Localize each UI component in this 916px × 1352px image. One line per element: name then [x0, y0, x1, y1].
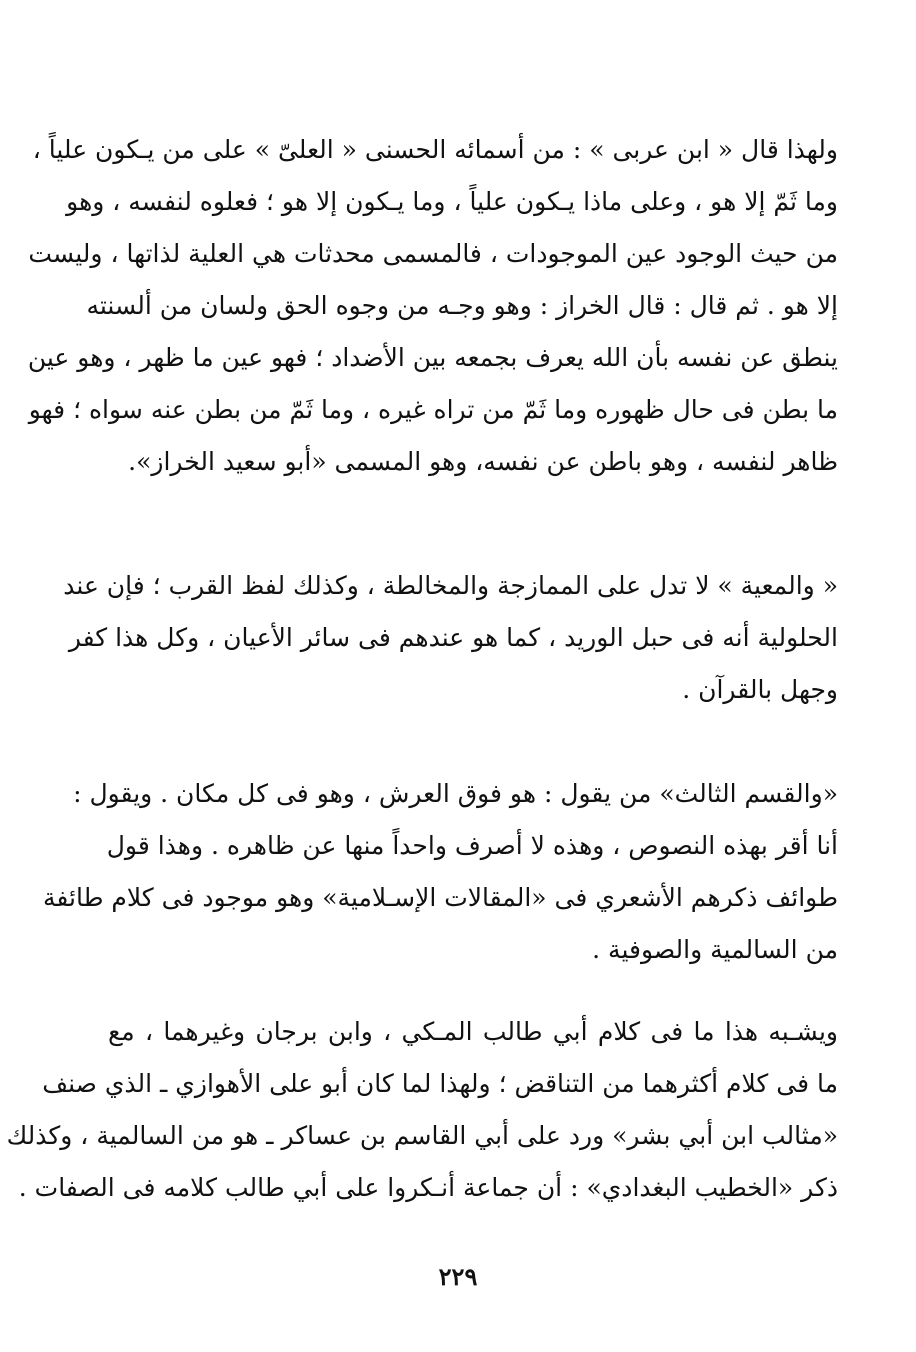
text-line: ظاهر لنفسه ، وهو باطن عن نفسه، وهو المسمى «أبو سعيد الخراز». [128, 447, 838, 476]
text-line: ينطق عن نفسه بأن الله يعرف بجمعه بين الأضداد ؛ فهو عين ما ظهر ، وهو عين [27, 343, 838, 372]
text-line: أنا أقر بهذه النصوص ، وهذه لا أصرف واحداً منها عن ظاهره . وهذا قول [106, 831, 838, 860]
paragraph-2 [63, 560, 838, 716]
text-line: طوائف ذكرهم الأشعري فى «المقالات الإسـلامية» وهو موجود فى كلام طائفة [42, 883, 838, 912]
text-line: «والقسم الثالث» من يقول : هو فوق العرش ، وهو فى كل مكان . ويقول : [73, 779, 838, 808]
text-line: الحلولية أنه فى حبل الوريد ، كما هو عندهم فى سائر الأعيان ، وكل هذا كفر [68, 623, 838, 652]
text-line: ما فى كلام أكثرهما من التناقض ؛ ولهذا لما كان أبو على الأهوازي ـ الذي صنف [42, 1069, 838, 1098]
page-number: ٢٢٩ [438, 1262, 478, 1291]
text-line: من حيث الوجود عين الموجودات ، فالمسمى محدثات هي العلية لذاتها ، وليست [28, 239, 838, 268]
text-line: وما ثَمّ إلا هو ، وعلى ماذا يـكون علياً ، وما يـكون إلا هو ؛ فعلوه لنفسه ، وهو [66, 187, 838, 216]
text-line: ذكر «الخطيب البغدادي» : أن جماعة أنـكروا على أبي طالب كلامه فى الصفات . [18, 1173, 838, 1202]
text-line: ما بطن فى حال ظهوره وما ثَمّ من تراه غيره ، وما ثَمّ من بطن عنه سواه ؛ فهو [28, 395, 838, 424]
text-line: وجهل بالقرآن . [682, 675, 838, 704]
paragraph-1 [27, 124, 838, 488]
text-line: ولهذا قال « ابن عربى » : من أسمائه الحسنى « العلىّ » على من يـكون علياً ، [32, 135, 838, 164]
text-line: ويشـبه هذا ما فى كلام أبي طالب المـكي ، وابن برجان وغيرهما ، مع [108, 1017, 838, 1046]
text-line: إلا هو . ثم قال : قال الخراز : وهو وجـه من وجوه الحق ولسان من ألسنته [86, 291, 838, 320]
text-line: من السالمية والصوفية . [592, 935, 838, 964]
text-line: « والمعية » لا تدل على الممازجة والمخالطة ، وكذلك لفظ القرب ؛ فإن عند [63, 571, 838, 600]
text-line: «مثالب ابن أبي بشر» ورد على أبي القاسم بن عساكر ـ هو من السالمية ، وكذلك [6, 1121, 838, 1150]
paragraph-3 [42, 768, 838, 976]
paragraph-4 [6, 1006, 838, 1214]
